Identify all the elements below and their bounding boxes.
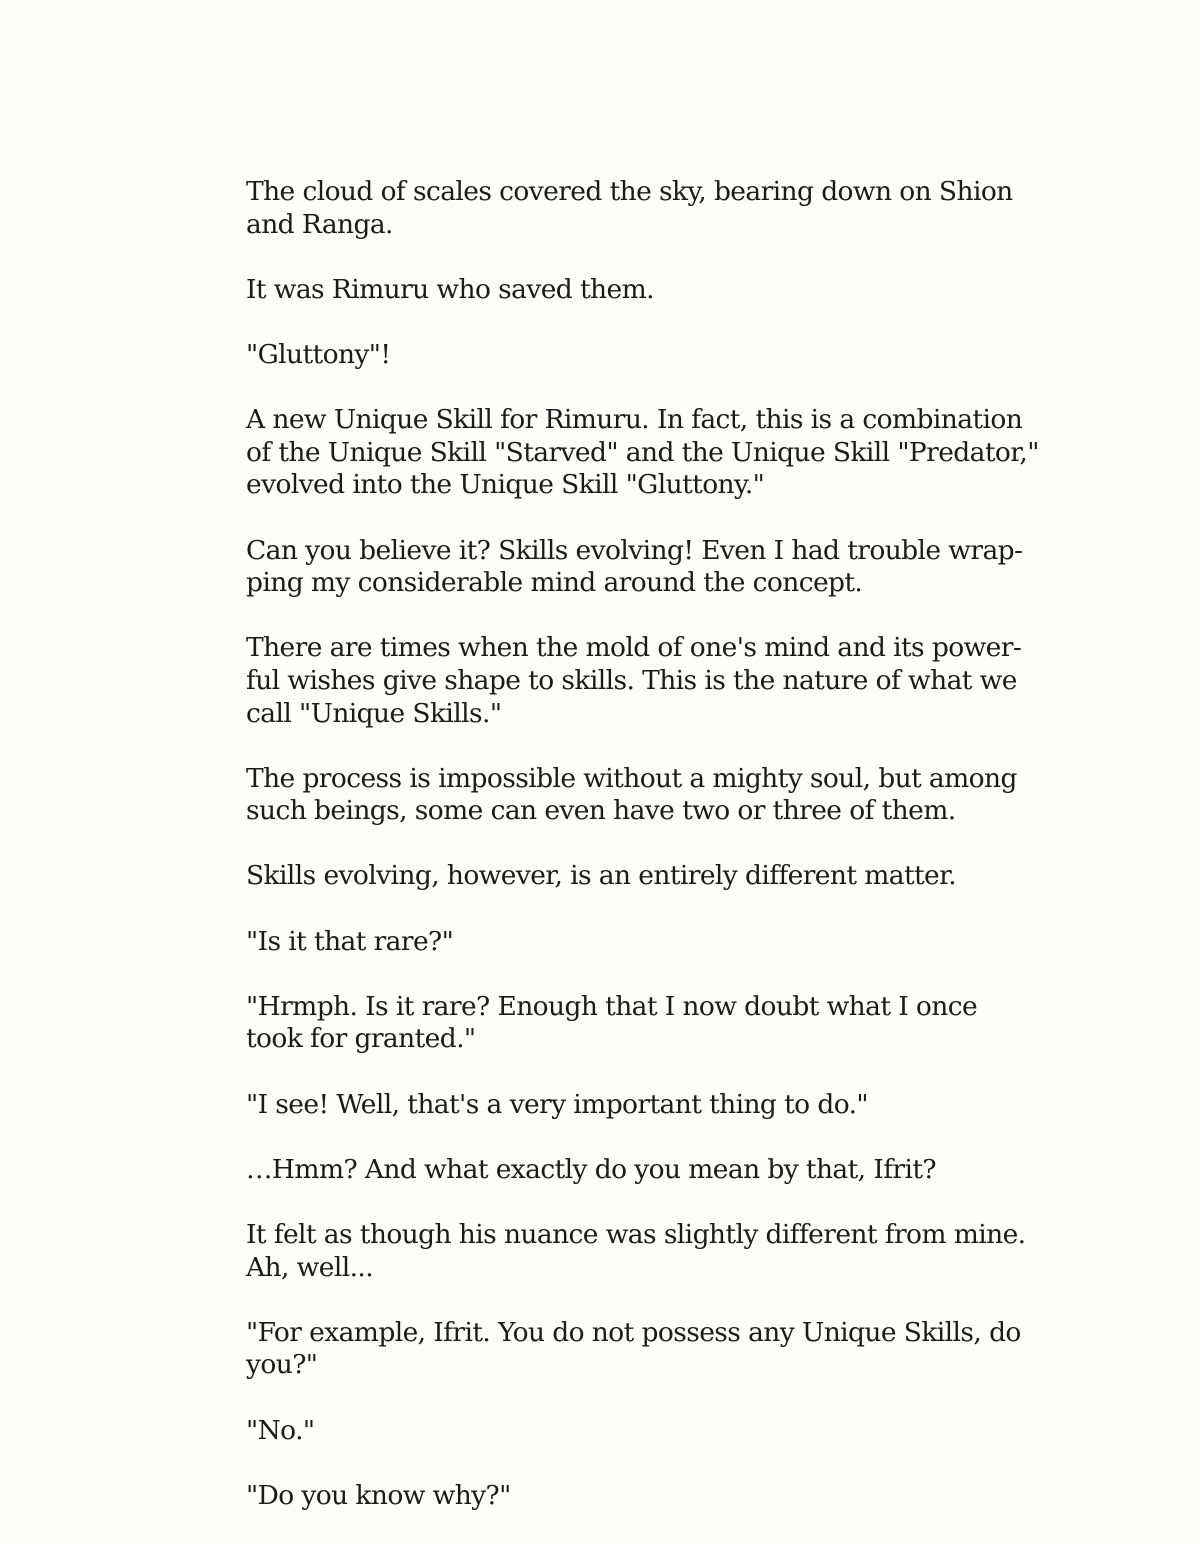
text-line: It felt as though his nuance was slightly different from mine. — [246, 1219, 1026, 1250]
text-line: A new Unique Skill for Rimuru. In fact, this is a combination — [246, 404, 1023, 436]
text-line: Can you believe it? Skills evolving! Even I had trouble wrap- — [246, 534, 1023, 566]
paragraph — [246, 990, 978, 1056]
text-line: ping my considerable mind around the concept. — [246, 567, 863, 599]
paragraph — [246, 1219, 1026, 1284]
text-line: took for granted." — [246, 1023, 476, 1055]
paragraph — [246, 274, 956, 307]
paragraph — [246, 1154, 956, 1187]
paragraph — [246, 404, 1039, 502]
text-line: you?" — [246, 1349, 318, 1381]
text-line: ful wishes give shape to skills. This is the nature of what we — [246, 664, 1017, 696]
paragraph — [246, 534, 1023, 600]
text-line: "Gluttony"! — [246, 338, 391, 370]
paragraph — [246, 926, 956, 959]
paragraph — [246, 860, 956, 893]
paragraph — [246, 176, 1013, 241]
paragraph — [246, 762, 1017, 828]
paragraph — [246, 1316, 1021, 1382]
paragraph — [246, 632, 1022, 730]
text-line: "Do you know why?" — [246, 1479, 511, 1511]
text-line: The cloud of scales covered the sky, bearing down on Shion — [246, 176, 1013, 207]
text-line: …Hmm? And what exactly do you mean by that, Ifrit? — [246, 1153, 937, 1185]
paragraph — [246, 1415, 956, 1448]
text-line: and Ranga. — [246, 208, 393, 240]
text-line: call "Unique Skills." — [246, 697, 502, 729]
text-line: such beings, some can even have two or three of them. — [246, 795, 956, 827]
text-line: "No." — [246, 1414, 315, 1446]
text-line: "I see! Well, that's a very important thing to do." — [246, 1088, 869, 1120]
text-line: It was Rimuru who saved them. — [246, 273, 654, 305]
document-body — [246, 176, 1039, 1545]
text-line: of the Unique Skill "Starved" and the Unique Skill "Predator," — [246, 436, 1039, 468]
text-line: Ah, well... — [246, 1251, 374, 1283]
paragraph — [246, 1480, 956, 1513]
text-line: The process is impossible without a mighty soul, but among — [246, 762, 1017, 794]
paragraph — [246, 339, 956, 372]
paragraph — [246, 1089, 956, 1122]
text-line: Skills evolving, however, is an entirely different matter. — [246, 860, 957, 892]
text-line: "Hrmph. Is it rare? Enough that I now doubt what I once — [246, 990, 978, 1022]
text-line: There are times when the mold of one's mind and its power- — [246, 632, 1022, 664]
text-line: "For example, Ifrit. You do not possess any Unique Skills, do — [246, 1316, 1021, 1348]
text-line: evolved into the Unique Skill "Gluttony." — [246, 469, 765, 501]
text-line: "Is it that rare?" — [246, 925, 454, 957]
